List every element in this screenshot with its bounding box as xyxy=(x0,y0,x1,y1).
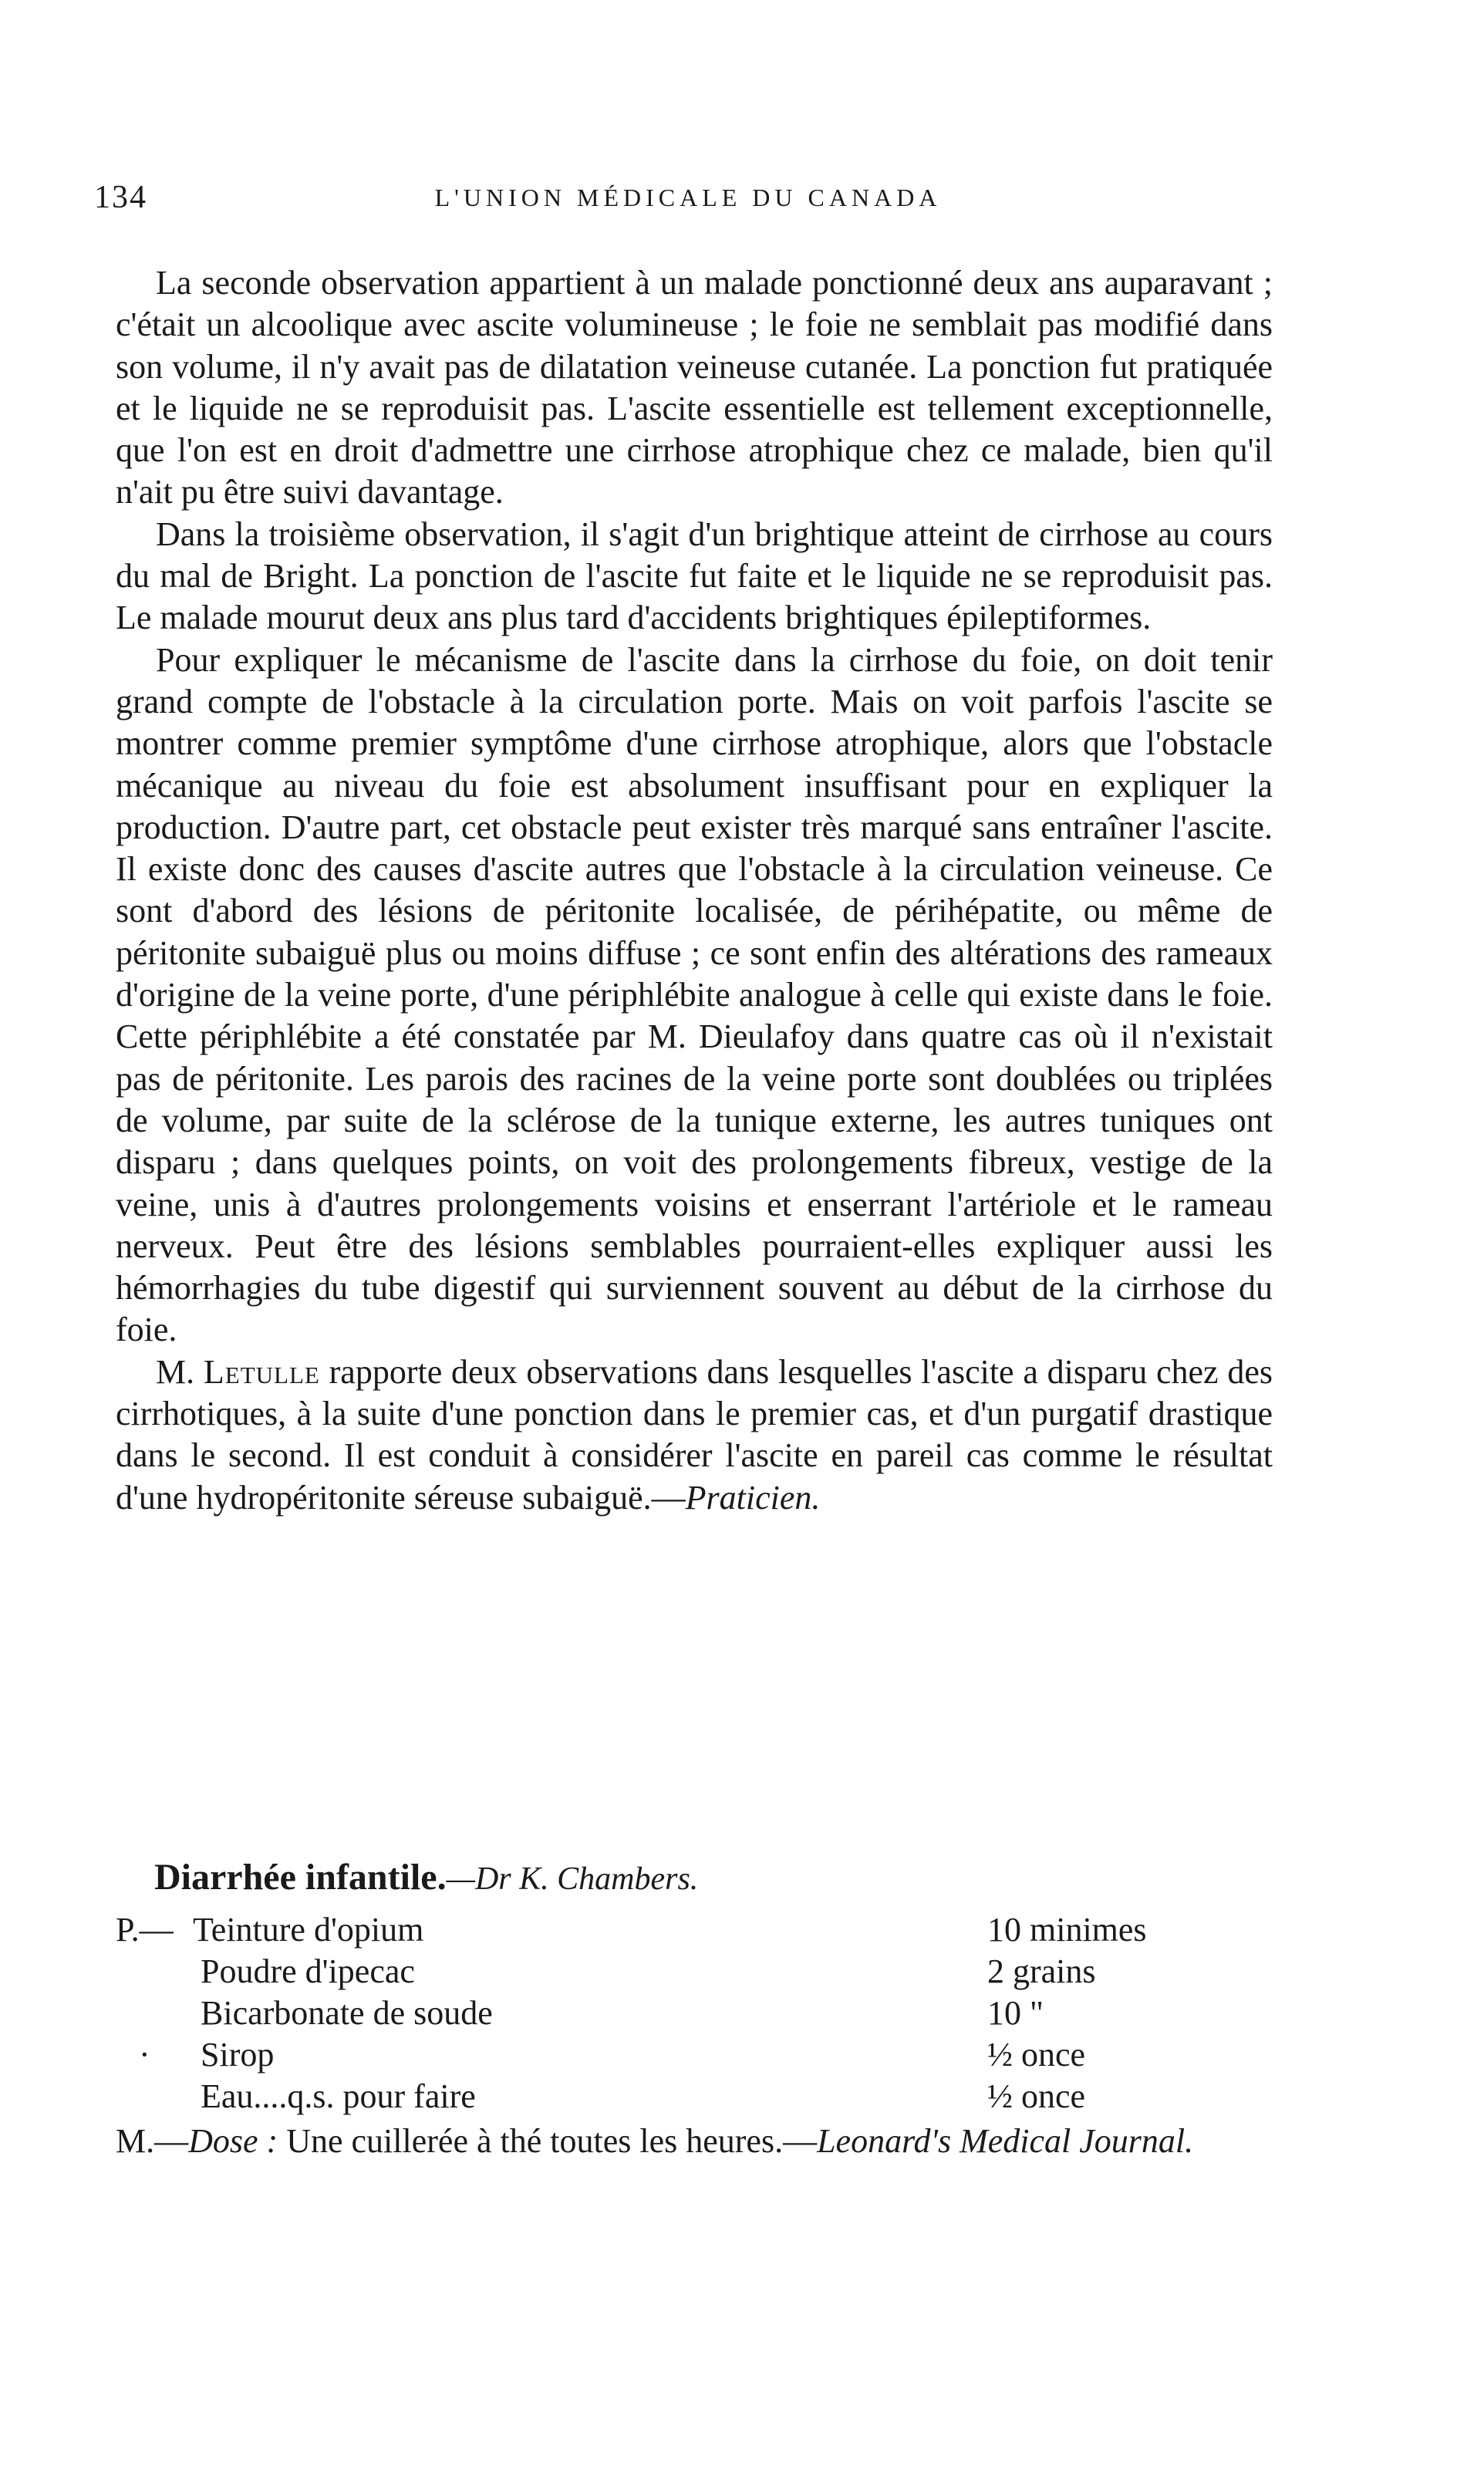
ingredient-row xyxy=(116,1909,1288,1951)
source-citation: Praticien. xyxy=(685,1478,821,1517)
ingredient-list xyxy=(116,1909,1288,2117)
recipe xyxy=(116,1855,1288,2162)
ingredient-name: Eau....q.s. pour faire xyxy=(201,2077,481,2115)
dot-leader xyxy=(201,2034,1072,2076)
paragraph: La seconde observation appartient à un malade ponctionné deux ans auparavant ; c'était un alcoolique avec ascite volumineuse ; le foie ne semblait pas modifié dans son volume, il n'y avait pas de dilatation veineuse cutanée. La ponction fut pratiquée et le liquide ne se reproduisit pas. L'ascite essentielle est tellement exceptionnelle, que l'on est en droit d'admettre une cirrhose atrophique chez ce malade, bien qu'il n'ait pu être suivi davantage. xyxy=(116,264,1273,511)
article-body xyxy=(116,262,1273,1519)
ingredient-quantity: 2 grains xyxy=(987,1952,1096,1990)
ingredient-name: Poudre d'ipecac xyxy=(201,1952,420,1990)
running-head xyxy=(94,179,1282,225)
ingredient-row xyxy=(116,1993,1288,2034)
ingredient-row xyxy=(116,2034,1288,2076)
ingredient-quantity: ½ once xyxy=(987,2036,1086,2074)
ingredient-name: Sirop xyxy=(201,2036,278,2074)
ingredient-name-cell xyxy=(193,1909,1064,1951)
ingredient-row xyxy=(116,2076,1288,2117)
paragraph: Pour expliquer le mécanisme de l'ascite dans la cirrhose du foie, on doit tenir grand compte de l'obstacle à la circulation porte. Mais on voit parfois l'ascite se montrer comme premier symptôme d'une cirrhose atrophique, alors que l'obstacle mécanique au niveau du foie est absolument insuffisant pour en expliquer la production. D'autre part, cet obstacle peut exister très marqué sans entraîner l'ascite. Il existe donc des causes d'ascite autres que l'obstacle à la circulation veineuse. Ce sont d'abord des lésions de péritonite localisée, de périhépatite, ou même de péritonite subaiguë plus ou moins diffuse ; ce sont enfin des altérations des rameaux d'origine de la veine porte, d'une périphlébite analogue à celle qui existe dans le foie. Cette périphlébite a été constatée par M. Dieulafoy dans quatre cas où il n'existait pas de péritonite. Les parois des racines de la veine porte sont doublées ou triplées de volume, par suite de la sclérose de la tunique externe, les autres tuniques ont disparu ; dans quelques points, on voit des prolongements fibreux, vestige de la veine, unis à d'autres prolongements voisins et enserrant l'artériole et le rameau nerveux. Peut être des lésions semblables pourraient-elles expliquer aussi les hémorrhagies du tube digestif qui surviennent souvent au début de la cirrhose du foie. xyxy=(116,640,1273,1349)
ingredient-name-cell xyxy=(201,2076,1072,2117)
dose-label: Dose : xyxy=(188,2122,278,2160)
dosage-instructions xyxy=(116,2121,1288,2162)
recipe-title: Diarrhée infantile. xyxy=(154,1857,447,1898)
ingredient-quantity: ½ once xyxy=(987,2077,1086,2115)
recipe-heading xyxy=(154,1855,1288,1901)
paragraph-letulle xyxy=(116,1351,1273,1519)
dose-source: Leonard's Medical Journal. xyxy=(817,2122,1194,2160)
ingredient-quantity: 10 " xyxy=(987,1994,1044,2032)
paragraph: Dans la troisième observation, il s'agit d'un brightique atteint de cirrhose au cours du mal de Bright. La ponction de l'ascite fut faite et le liquide ne se reproduisit pas. Le malade mourut deux ans plus tard d'accidents brightiques épileptiformes. xyxy=(116,515,1273,637)
sig-lead: M.— xyxy=(116,2122,189,2160)
dose-text: Une cuillerée à thé toutes les heures.— xyxy=(278,2122,818,2160)
author-name: Letulle xyxy=(203,1352,320,1391)
ingredient-quantity: 10 minimes xyxy=(987,1911,1147,1949)
ingredient-row xyxy=(116,1951,1288,1993)
page-number: 134 xyxy=(94,180,147,215)
recipe-credit: —Dr K. Chambers. xyxy=(446,1861,699,1897)
paragraph-lead: M. xyxy=(156,1352,195,1391)
ingredient-name-cell xyxy=(201,1951,1072,1993)
journal-title: L'UNION MÉDICALE DU CANADA xyxy=(434,184,942,211)
paragraph-text: rapporte deux observations dans lesquelles l'ascite a disparu chez des cirrhotiques, à la suite d'une ponction dans le premier cas, et d'un purgatif drastique dans le second. Il est conduit à considérer l'ascite en pareil cas comme le résultat d'une hydropéritonite séreuse subaiguë.— xyxy=(116,1352,1273,1517)
prescription-mark: P.— xyxy=(116,1911,174,1949)
ingredient-name-cell xyxy=(201,2034,1072,2076)
ingredient-name: Bicarbonate de soude xyxy=(201,1994,497,2032)
row-bullet: · xyxy=(139,2036,150,2074)
ingredient-name: Teinture d'opium xyxy=(193,1911,428,1949)
ingredient-name-cell xyxy=(201,1993,1072,2034)
